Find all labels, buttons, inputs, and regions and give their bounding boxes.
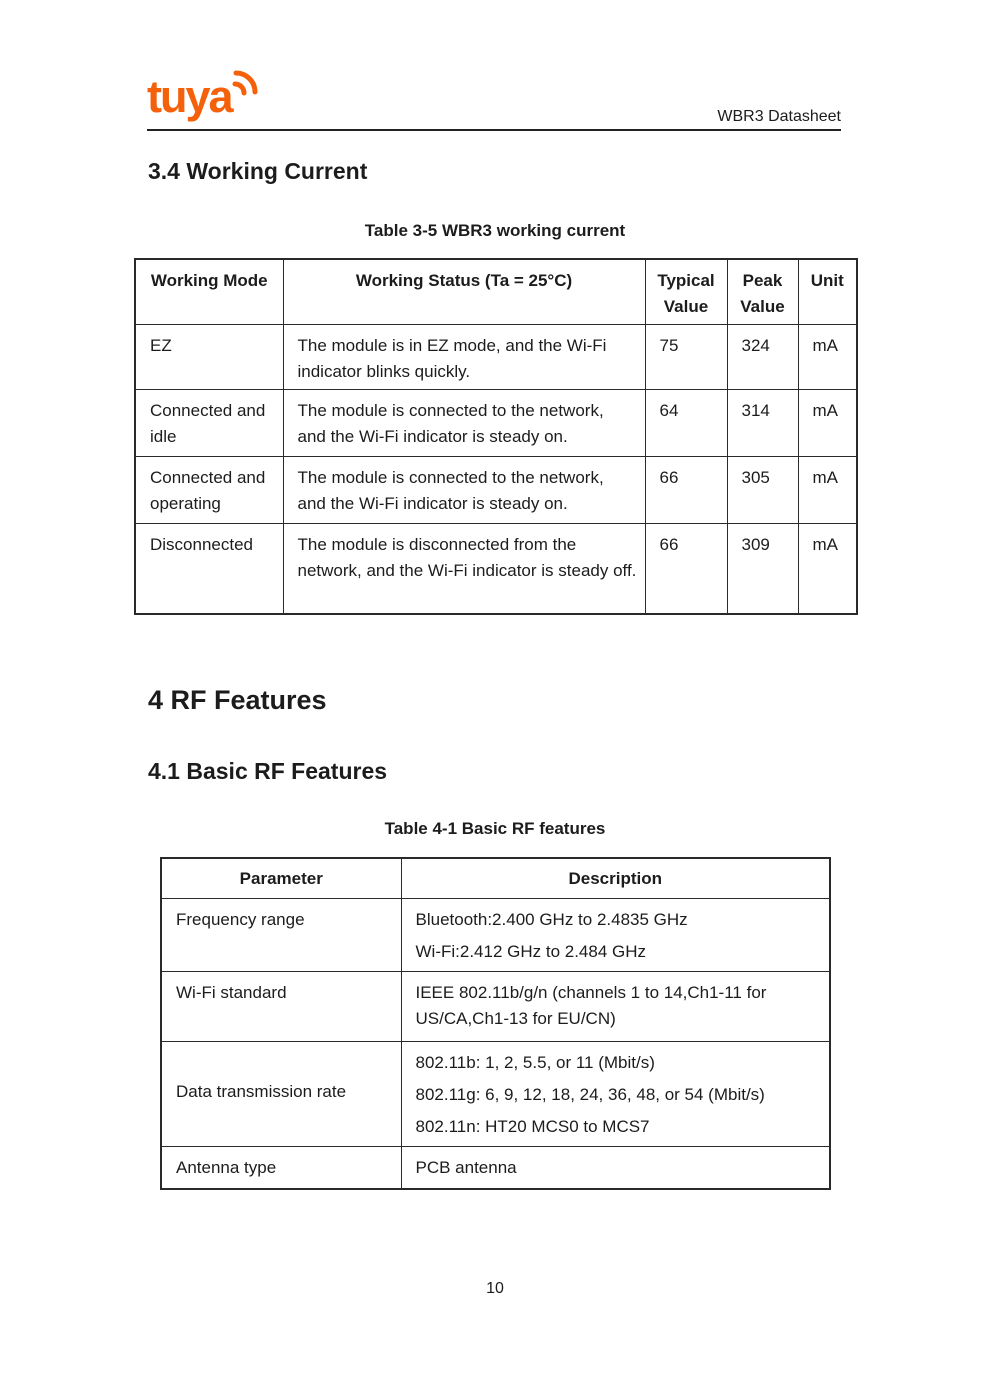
cell-mode: Disconnected: [135, 523, 283, 614]
page-number: 10: [486, 1280, 504, 1297]
cell-status: The module is connected to the network, and the Wi-Fi indicator is steady on.: [283, 389, 645, 456]
table-row: [135, 324, 857, 389]
cell-typical: 75: [645, 324, 727, 389]
cell-unit: mA: [798, 456, 857, 523]
col-header-description: Description: [401, 858, 830, 898]
document-title: WBR3 Datasheet: [717, 108, 841, 125]
cell-description: [401, 1041, 830, 1146]
cell-peak: 309: [727, 523, 798, 614]
cell-parameter: Antenna type: [161, 1146, 401, 1189]
wifi-signal-icon: [228, 66, 260, 98]
cell-mode: Connected and operating: [135, 456, 283, 523]
cell-peak: 324: [727, 324, 798, 389]
cell-mode: EZ: [135, 324, 283, 389]
table-row: [135, 523, 857, 614]
cell-peak: 305: [727, 456, 798, 523]
cell-status: The module is disconnected from the network, and the Wi-Fi indicator is steady off.: [283, 523, 645, 614]
cell-peak: 314: [727, 389, 798, 456]
table-row: [135, 389, 857, 456]
tuya-logo-text: tuya: [147, 71, 232, 122]
heading-rf-features: 4 RF Features: [148, 685, 327, 715]
description-line: Wi-Fi:2.412 GHz to 2.484 GHz: [415, 941, 647, 961]
description-line: 802.11b: 1, 2, 5.5, or 11 (Mbit/s): [415, 1052, 655, 1072]
col-header-parameter: Parameter: [161, 858, 401, 898]
description-line: Bluetooth:2.400 GHz to 2.4835 GHz: [415, 909, 688, 929]
table-caption-basic-rf: Table 4-1 Basic RF features: [384, 819, 606, 838]
cell-status: The module is connected to the network, and the Wi-Fi indicator is steady on.: [283, 456, 645, 523]
col-header-working-mode: Working Mode: [135, 259, 283, 324]
description-line: IEEE 802.11b/g/n (channels 1 to 14,Ch1-11 for US/CA,Ch1-13 for EU/CN): [415, 982, 767, 1028]
table-header-row: [161, 858, 830, 898]
cell-parameter: Frequency range: [161, 898, 401, 971]
header-divider: [147, 129, 841, 131]
heading-working-current: 3.4 Working Current: [148, 158, 368, 184]
heading-basic-rf-features: 4.1 Basic RF Features: [148, 758, 388, 784]
table-row: [161, 971, 830, 1041]
col-header-typical-value: Typical Value: [645, 259, 727, 324]
table-row: [161, 1041, 830, 1146]
cell-status: The module is in EZ mode, and the Wi-Fi indicator blinks quickly.: [283, 324, 645, 389]
cell-description: [401, 1146, 830, 1189]
cell-typical: 66: [645, 456, 727, 523]
col-header-working-status: Working Status (Ta = 25°C): [283, 259, 645, 324]
cell-parameter: Data transmission rate: [161, 1041, 401, 1146]
cell-typical: 64: [645, 389, 727, 456]
description-line: PCB antenna: [415, 1157, 517, 1177]
cell-description: [401, 898, 830, 971]
col-header-unit: Unit: [798, 259, 857, 324]
table-row: [135, 456, 857, 523]
working-current-table: [134, 258, 858, 615]
cell-parameter: Wi-Fi standard: [161, 971, 401, 1041]
description-line: 802.11n: HT20 MCS0 to MCS7: [415, 1116, 650, 1136]
basic-rf-table: [160, 857, 831, 1190]
table-caption-working-current: Table 3-5 WBR3 working current: [364, 221, 626, 240]
cell-mode: Connected and idle: [135, 389, 283, 456]
table-row: [161, 898, 830, 971]
col-header-peak-value: Peak Value: [727, 259, 798, 324]
table-row: [161, 1146, 830, 1189]
cell-unit: mA: [798, 324, 857, 389]
cell-description: [401, 971, 830, 1041]
cell-unit: mA: [798, 523, 857, 614]
cell-typical: 66: [645, 523, 727, 614]
cell-unit: mA: [798, 389, 857, 456]
table-header-row: [135, 259, 857, 324]
description-line: 802.11g: 6, 9, 12, 18, 24, 36, 48, or 54 (Mbit/s): [415, 1084, 765, 1104]
